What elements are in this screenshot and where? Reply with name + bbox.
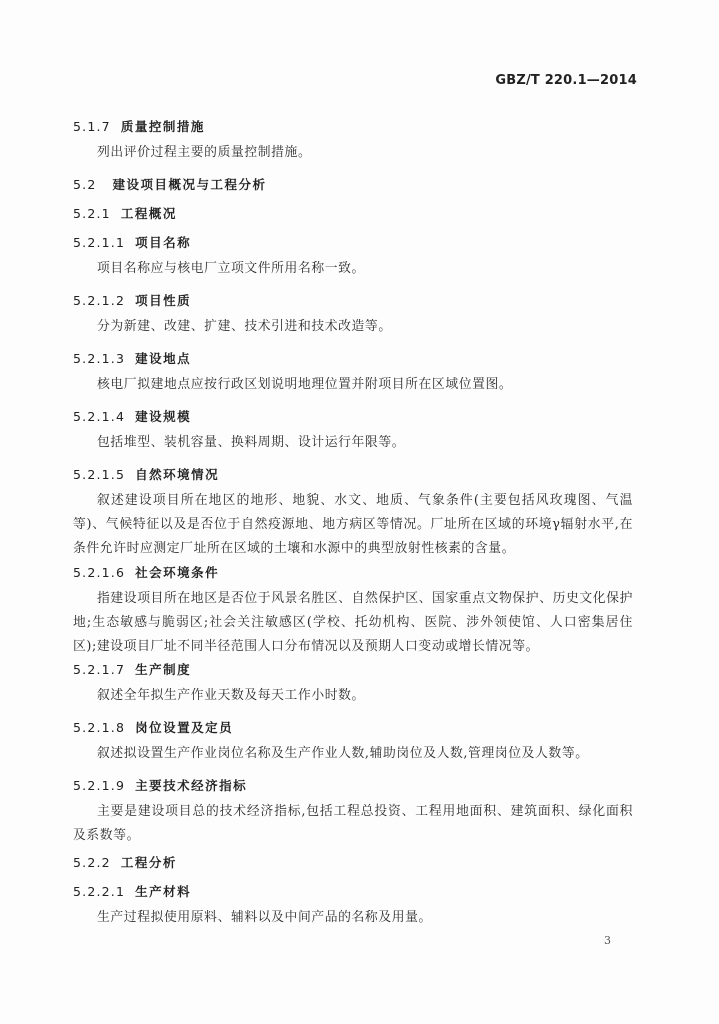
section-heading-5-2-1-8 bbox=[73, 718, 233, 736]
section-title: 项目性质 bbox=[135, 293, 192, 308]
section-title: 生产材料 bbox=[135, 884, 192, 899]
section-paragraph: 叙述建设项目所在地区的地形、地貌、水文、地质、气象条件(主要包括风玫瑰图、气温等)、气候特征以及是否位于自然疫源地、地方病区等情况。厂址所在区域的环境γ辐射水平,在条件允许时应测定厂址所在区域的土壤和水源中的典型放射性核素的含量。 bbox=[73, 493, 633, 556]
section-heading-5-2-1 bbox=[73, 204, 177, 222]
section-number: 5.2.1.8 bbox=[73, 720, 126, 735]
section-paragraph: 生产过程拟使用原料、辅料以及中间产品的名称及用量。 bbox=[97, 910, 432, 925]
section-number: 5.2.2.1 bbox=[73, 884, 126, 899]
section-number: 5.2.2 bbox=[73, 855, 111, 870]
section-heading-5-2-1-3 bbox=[73, 349, 191, 367]
section-paragraph: 包括堆型、装机容量、换料周期、设计运行年限等。 bbox=[97, 435, 406, 450]
section-number: 5.2.1.9 bbox=[73, 778, 126, 793]
section-number: 5.2.1 bbox=[73, 206, 111, 221]
section-number: 5.2.1.5 bbox=[73, 467, 126, 482]
section-title: 主要技术经济指标 bbox=[135, 778, 248, 793]
section-number: 5.2.1.7 bbox=[73, 662, 126, 677]
section-number: 5.2.1.1 bbox=[73, 235, 126, 250]
section-paragraph: 主要是建设项目总的技术经济指标,包括工程总投资、工程用地面积、建筑面积、绿化面积及系数等。 bbox=[73, 804, 633, 843]
section-heading-5-2-1-4 bbox=[73, 407, 191, 425]
page-number: 3 bbox=[604, 934, 611, 947]
section-paragraph: 叙述全年拟生产作业天数及每天工作小时数。 bbox=[97, 688, 365, 703]
standard-number: GBZ/T 220.1—2014 bbox=[495, 73, 637, 88]
section-heading-5-2-1-1 bbox=[73, 233, 191, 251]
section-title: 质量控制措施 bbox=[120, 119, 205, 134]
section-paragraph: 项目名称应与核电厂立项文件所用名称一致。 bbox=[97, 261, 365, 276]
section-paragraph: 指建设项目所在地区是否位于风景名胜区、自然保护区、国家重点文物保护、历史文化保护地;生态敏感与脆弱区;社会关注敏感区(学校、托幼机构、医院、涉外领使馆、人口密集居住区);建设项目厂址不同半径范围人口分布情况以及预期人口变动或增长情况等。 bbox=[73, 591, 633, 654]
section-title: 项目名称 bbox=[135, 235, 192, 250]
section-heading-5-2-1-5 bbox=[73, 465, 219, 483]
section-number: 5.2.1.6 bbox=[73, 565, 126, 580]
section-title: 生产制度 bbox=[135, 662, 192, 677]
section-number: 5.2.1.2 bbox=[73, 293, 126, 308]
section-heading-5-1-7 bbox=[73, 117, 205, 135]
section-paragraph: 核电厂拟建地点应按行政区划说明地理位置并附项目所在区域位置图。 bbox=[97, 377, 513, 392]
section-number: 5.2 bbox=[73, 177, 97, 192]
section-number: 5.1.7 bbox=[73, 119, 111, 134]
section-paragraph: 分为新建、改建、扩建、技术引进和技术改造等。 bbox=[97, 319, 392, 334]
section-title: 社会环境条件 bbox=[135, 565, 220, 580]
section-title: 工程概况 bbox=[120, 206, 177, 221]
section-title: 自然环境情况 bbox=[135, 467, 220, 482]
section-heading-5-2-2-1 bbox=[73, 882, 191, 900]
section-paragraph: 列出评价过程主要的质量控制措施。 bbox=[97, 145, 312, 160]
section-heading-5-2-1-7 bbox=[73, 660, 191, 678]
section-title: 工程分析 bbox=[120, 855, 177, 870]
section-title: 建设项目概况与工程分析 bbox=[112, 177, 267, 192]
section-heading-5-2 bbox=[73, 175, 267, 193]
section-number: 5.2.1.4 bbox=[73, 409, 126, 424]
section-number: 5.2.1.3 bbox=[73, 351, 126, 366]
section-paragraph: 叙述拟设置生产作业岗位名称及生产作业人数,辅助岗位及人数,管理岗位及人数等。 bbox=[97, 746, 589, 761]
section-heading-5-2-2 bbox=[73, 853, 177, 871]
section-title: 岗位设置及定员 bbox=[135, 720, 234, 735]
section-title: 建设地点 bbox=[135, 351, 192, 366]
section-title: 建设规模 bbox=[135, 409, 192, 424]
section-heading-5-2-1-2 bbox=[73, 291, 191, 309]
section-heading-5-2-1-9 bbox=[73, 776, 247, 794]
section-heading-5-2-1-6 bbox=[73, 563, 219, 581]
